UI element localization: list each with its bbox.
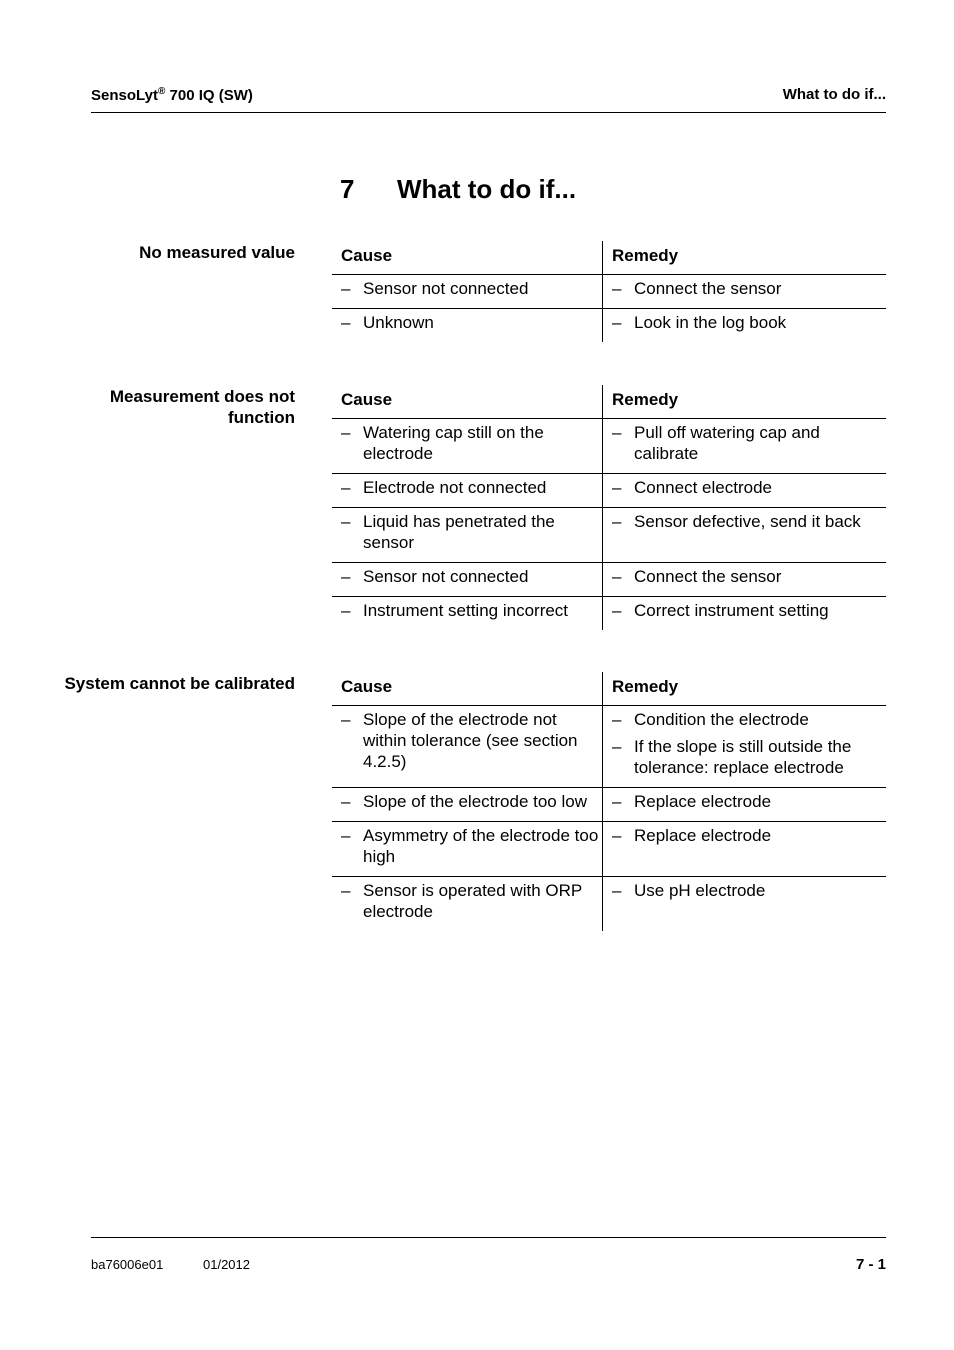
- remedy-text: Condition the electrode: [634, 709, 809, 729]
- remedy-cell: [603, 308, 887, 342]
- page-number: 7 - 1: [855, 1256, 886, 1273]
- dash-bullet: –: [341, 600, 351, 620]
- section-name: What to do if...: [782, 86, 886, 103]
- table-row: [332, 308, 886, 342]
- dash-bullet: –: [341, 422, 351, 442]
- dash-bullet: –: [341, 709, 351, 729]
- remedy-text: Connect the sensor: [634, 566, 782, 586]
- cause-remedy-table: [332, 241, 886, 342]
- remedy-text: Look in the log book: [634, 312, 787, 332]
- dash-bullet: –: [612, 736, 622, 756]
- cause-item: [341, 825, 602, 867]
- cause-text: Unknown: [363, 312, 434, 332]
- cause-text: Slope of the electrode not within tolerance (see section 4.2.5): [363, 709, 578, 771]
- cause-remedy-table: [332, 672, 886, 931]
- dash-bullet: –: [341, 312, 351, 332]
- cause-item: [341, 709, 602, 772]
- cause-item: [341, 278, 602, 299]
- dash-bullet: –: [341, 825, 351, 845]
- dash-bullet: –: [612, 709, 622, 729]
- table-row: [332, 705, 886, 787]
- table-row: [332, 507, 886, 562]
- cause-cell: [332, 418, 603, 473]
- remedy-cell: [603, 418, 887, 473]
- document-date: 01/2012: [203, 1257, 250, 1272]
- remedy-text: Connect the sensor: [634, 278, 782, 298]
- remedy-cell: [603, 787, 887, 821]
- page-header: [91, 84, 886, 113]
- cause-text: Electrode not connected: [363, 477, 547, 497]
- remedy-text: Use pH electrode: [634, 880, 766, 900]
- document-id: ba76006e01: [91, 1257, 164, 1272]
- chapter-title: [340, 174, 576, 205]
- remedy-item: [612, 709, 886, 730]
- remedy-cell: [603, 821, 887, 876]
- cause-item: [341, 791, 602, 812]
- cause-item: [341, 477, 602, 498]
- remedy-cell: [603, 507, 887, 562]
- cause-cell: [332, 821, 603, 876]
- table-header-row: [332, 241, 886, 274]
- cause-cell: [332, 473, 603, 507]
- cause-item: [341, 422, 602, 464]
- section-label: System cannot be calibrated: [64, 674, 295, 693]
- remedy-item: [612, 736, 886, 778]
- cause-cell: [332, 876, 603, 931]
- dash-bullet: –: [341, 511, 351, 531]
- cause-item: [341, 511, 602, 553]
- cause-cell: [332, 562, 603, 596]
- remedy-item: [612, 566, 886, 587]
- remedy-item: [612, 880, 886, 901]
- remedy-text: If the slope is still outside the tolerance: replace electrode: [634, 736, 852, 777]
- remedy-item: [612, 791, 886, 812]
- dash-bullet: –: [341, 880, 351, 900]
- cause-text: Asymmetry of the electrode too high: [363, 825, 599, 866]
- cause-cell: [332, 787, 603, 821]
- remedy-cell: [603, 562, 887, 596]
- dash-bullet: –: [612, 825, 622, 845]
- table-row: [332, 876, 886, 931]
- dash-bullet: –: [612, 312, 622, 332]
- remedy-cell: [603, 876, 887, 931]
- remedy-item: [612, 278, 886, 299]
- cause-text: Slope of the electrode too low: [363, 791, 587, 811]
- section-label: No measured value: [139, 243, 295, 262]
- cause-text: Watering cap still on the electrode: [363, 422, 544, 463]
- cause-item: [341, 600, 602, 621]
- table-header-row: [332, 385, 886, 418]
- remedy-text: Pull off watering cap and calibrate: [634, 422, 820, 463]
- cause-remedy-table: [332, 385, 886, 630]
- section-label: Measurement does not function: [109, 387, 295, 427]
- cause-header: Cause: [332, 385, 603, 418]
- remedy-item: [612, 312, 886, 333]
- remedy-text: Connect electrode: [634, 477, 772, 497]
- table-row: [332, 562, 886, 596]
- cause-item: [341, 312, 602, 333]
- remedy-header: Remedy: [603, 385, 887, 418]
- dash-bullet: –: [612, 791, 622, 811]
- remedy-item: [612, 600, 886, 621]
- remedy-text: Replace electrode: [634, 791, 772, 811]
- table-row: [332, 418, 886, 473]
- chapter-heading: What to do if...: [397, 174, 577, 204]
- remedy-cell: [603, 473, 887, 507]
- page-footer: [91, 1237, 886, 1278]
- cause-cell: [332, 308, 603, 342]
- cause-header: Cause: [332, 241, 603, 274]
- cause-text: Sensor is operated with ORP electrode: [363, 880, 582, 921]
- remedy-header: Remedy: [603, 241, 887, 274]
- remedy-text: Replace electrode: [634, 825, 772, 845]
- table-row: [332, 787, 886, 821]
- cause-cell: [332, 705, 603, 787]
- remedy-item: [612, 511, 886, 532]
- cause-item: [341, 880, 602, 922]
- dash-bullet: –: [341, 278, 351, 298]
- dash-bullet: –: [612, 278, 622, 298]
- remedy-cell: [603, 596, 887, 630]
- dash-bullet: –: [341, 477, 351, 497]
- cause-item: [341, 566, 602, 587]
- remedy-item: [612, 825, 886, 846]
- table-row: [332, 473, 886, 507]
- remedy-cell: [603, 274, 887, 308]
- dash-bullet: –: [612, 880, 622, 900]
- dash-bullet: –: [612, 566, 622, 586]
- cause-cell: [332, 274, 603, 308]
- product-name: SensoLyt® 700 IQ (SW): [91, 86, 253, 104]
- remedy-text: Correct instrument setting: [634, 600, 829, 620]
- dash-bullet: –: [612, 422, 622, 442]
- dash-bullet: –: [341, 791, 351, 811]
- cause-text: Sensor not connected: [363, 566, 529, 586]
- remedy-cell: [603, 705, 887, 787]
- dash-bullet: –: [341, 566, 351, 586]
- table-row: [332, 821, 886, 876]
- dash-bullet: –: [612, 511, 622, 531]
- dash-bullet: –: [612, 600, 622, 620]
- dash-bullet: –: [612, 477, 622, 497]
- cause-cell: [332, 596, 603, 630]
- cause-text: Instrument setting incorrect: [363, 600, 569, 620]
- remedy-item: [612, 477, 886, 498]
- chapter-number: 7: [340, 174, 355, 204]
- cause-text: Liquid has penetrated the sensor: [363, 511, 555, 552]
- table-row: [332, 274, 886, 308]
- table-header-row: [332, 672, 886, 705]
- remedy-text: Sensor defective, send it back: [634, 511, 861, 531]
- cause-cell: [332, 507, 603, 562]
- remedy-header: Remedy: [603, 672, 887, 705]
- cause-header: Cause: [332, 672, 603, 705]
- remedy-item: [612, 422, 886, 464]
- table-row: [332, 596, 886, 630]
- cause-text: Sensor not connected: [363, 278, 529, 298]
